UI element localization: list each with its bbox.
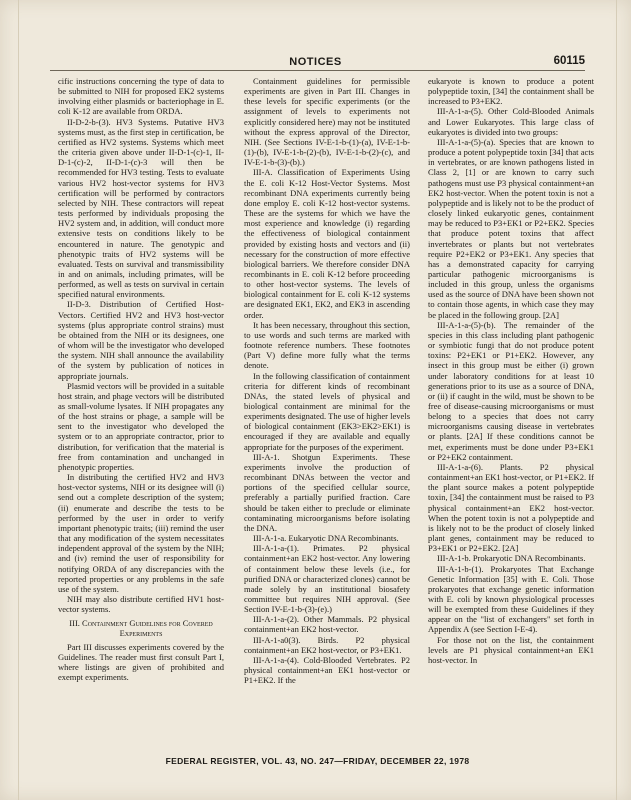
page-number: 60115 (553, 55, 585, 67)
scan-edge-right (616, 0, 617, 800)
paragraph: III-A-1. Shotgun Experiments. These experiments involve the production of recombinant DNAs between the vector and portions of the specified cellular source, preferably a partially purified fraction. Care should be taken either to preclude or eliminate contaminating microorganisms before isolating the DNA. (244, 451, 410, 533)
paragraph: III-A-1-a-(5)-(b). The remainder of the species in this class including plant pathogenic or symbiotic fungi that do not produce potent toxins: P2+EK1 or P1+EK2. However, any insect in this group must be either (i) grown under laboratory conditions for at least 10 generations prior to its use as a source of DNA, or (ii) if caught in the wild, must be shown to be free of disease-causing microorganisms or must belong to a species that does not carry microorganisms causing disease in vertebrates or plants. [2A] If these conditions cannot be met, experiments must be done under P3+EK1 or P2+EK2 containment. (428, 319, 594, 462)
section-heading: III. Containment Guidelines for Covered Experiments (69, 618, 213, 639)
paragraph: III-A-1-a-(4). Cold-Blooded Vertebrates. P2 physical containment+an EK1 host-vector or P1+EK2. If the (244, 654, 410, 686)
paragraph: III-A-1-b. Prokaryotic DNA Recombinants. (437, 553, 586, 564)
scan-edge-left (18, 0, 19, 800)
paragraph: eukaryote is known to produce a potent polypeptide toxin, [34] the containment shall be increased to P3+EK2. (428, 76, 594, 107)
column-3 (428, 76, 594, 744)
paragraph: For those not on the list, the containment levels are P1 physical containment+an EK1 host-vector. In (428, 634, 594, 665)
paragraph: III-A. Classification of Experiments Using the E. coli K-12 Host-Vector Systems. Most recombinant DNA experiments currently being done employ E. coli K-12 host-vector systems. These are the systems for which we have the most experience and knowledge (i) regarding the effectiveness of biological containment provided by existing hosts and vectors and (ii) necessary for the construction of more effective biological barriers. We therefore consider DNA recombinants in E. coli K-12 before proceeding to other host-vector systems. The levels of biological containment for E. coli K-12 systems are designated EK1, EK2, and EK3 in ascending order. (244, 167, 410, 320)
paragraph: III-A-1-a-(1). Primates. P2 physical containment+an EK2 host-vector. Any lowering of containment below these levels (i.e., for purified DNA or characterized clones) cannot be made solely by an institutional biosafety committee but requires NIH approval. (See Section IV-E-1-b-(3)-(e).) (244, 543, 410, 615)
paragraph: Part III discusses experiments covered by the Guidelines. The reader must first consult Part I, where listings are given of prohibited and exempt experiments. (58, 641, 224, 683)
header-rule (50, 70, 585, 71)
column-2 (244, 76, 410, 744)
paragraph: It has been necessary, throughout this section, to use words and such terms are marked with footnote reference numbers. These footnotes (Part V) define more fully what the terms denote. (244, 319, 410, 371)
paragraph: cific instructions concerning the type of data to be submitted to NIH for proposed EK2 systems involving either plasmids or bacteriophage in E. coli K-12 are available from ORDA. (58, 76, 224, 117)
paragraph: II-D-3. Distribution of Certified Host-Vectors. Certified HV2 and HV3 host-vector systems (plus appropriate control strains) must be obtained from the NIH or its designees, one of whom will be the investigator who developed the system. NIH shall announce the availability of the system by publication of notices in appropriate journals. (58, 299, 224, 381)
paragraph: III-A-1-a-(2). Other Mammals. P2 physical containment+an EK2 host-vector. (244, 614, 410, 635)
page-footer: FEDERAL REGISTER, VOL. 43, NO. 247—FRIDAY, DECEMBER 22, 1978 (165, 756, 470, 766)
paragraph: III-A-1-a-(5). Other Cold-Blooded Animals and Lower Eukaryotes. This large class of eukaryotes is divided into two groups: (428, 106, 594, 137)
paragraph: II-D-2-b-(3). HV3 Systems. Putative HV3 systems must, as the first step in certification, be certified as HV2 systems. Systems which meet the criteria given above under II-D-1-(c)-1, II-D-1-(c)-2, II-D-1-(c)-3 will then be recommended for HV3 testing. Tests to evaluate various HV2 host-vector systems for HV3 certification will be performed by contractors selected by NIH. These contractors will repeat tests performed by individuals proposing the HV2 system and, in addition, will conduct more extensive tests on conditions likely to be encountered in nature. The genotypic and phenotypic traits of HV2 systems will be evaluated. Tests on survival and transmissibility in and on animals, including primates, will be performed, as well as tests on survival in certain specified natural environments. (58, 116, 224, 300)
paragraph: III-A-1-b-(1). Prokaryotes That Exchange Genetic Information [35] with E. Coli. Those prokaryotes that exchange genetic information with E. coli by known physiological processes will be exempted from these Guidelines if they appear on the "list of exchangers" set forth in Appendix A (see Section I-E-4). (428, 563, 594, 635)
paragraph: In the following classification of containment criteria for different kinds of recombinant DNAs, the stated levels of physical and biological containment are minimal for the experiments designated. The use of higher levels of biological containment (EK3>EK2>EK1) is encouraged if they are available and equally appropriate for the purposes of the experiment. (244, 370, 410, 452)
paragraph: III-A-1-a. Eukaryotic DNA Recombinants. (253, 533, 399, 544)
paragraph: NIH may also distribute certified HV1 host-vector systems. (58, 593, 224, 615)
column-1 (58, 76, 224, 744)
paragraph: III-A-1-a-(5)-(a). Species that are known to produce a potent polypeptide toxin [34] that acts in vertebrates, or are known pathogens listed in Class 2, [1] or are known to carry such pathogens must use P3 physical containment+an EK2 host-vector. When the potent toxin is not a polypeptide and is likely not to be the product of closely linked eukaryotic genes, containment may be reduced to P3+EK1 or P2+EK2. Species that produce potent toxins that affect invertebrates or plants but not vertebrates require P2+EK2 or P3+EK1. Any species that has a demonstrated capacity for carrying particular pathogenic microorganisms is included in this group, unless the organisms used as the source of DNA have been shown not to contain those agents, in which case they may be placed in the following group. [2A] (428, 136, 594, 320)
paragraph: Plasmid vectors will be provided in a suitable host strain, and phage vectors will be distributed as small-volume lysates. If NIH propagates any of the host strains or phage, a sample will be sent to the investigator who developed the system or to an appropriate contractor, prior to distribution, for verification that the material is free from contamination and unchanged in phenotypic properties. (58, 380, 224, 472)
paragraph: III-A-1-a0(3). Birds. P2 physical containment+an EK2 host-vector, or P3+EK1. (244, 634, 410, 655)
paragraph: III-A-1-a-(6). Plants. P2 physical containment+an EK1 host-vector, or P1+EK2. If the plant source makes a potent polypeptide toxin, [34] the containment must be raised to P3 physical containment+an EK2 host-vector. When the potent toxin is not a polypeptide and is likely not to be the product of closely linked plant genes, containment may be reduced to P3+EK1 or P2+EK2. [2A] (428, 461, 594, 554)
running-header-title: NOTICES (289, 56, 342, 68)
paragraph: Containment guidelines for permissible experiments are given in Part III. Changes in these levels for specific experiments (or the assignment of levels to experiments not explicitly considered here) may not be instituted without the express approval of the Director, NIH. (See Sections IV-E-1-b-(1)-(a), IV-E-1-b-(1)-(b), IV-E-1-b-(2)-(b), IV-E-1-b-(2)-(c), and IV-E-1-b-(3)-(b).) (244, 76, 410, 168)
paragraph: In distributing the certified HV2 and HV3 host-vector systems, NIH or its designee will (i) send out a complete description of the system; (ii) enumerate and describe the tests to be performed by the user in order to verify important phenotypic traits; (iii) remind the user that any modification of the system necessitates independent approval of the system by the NIH; and (iv) remind the user of responsibility for notifying ORDA of any discrepancies with the reported properties or any problems in the safe use of the system. (58, 472, 224, 594)
